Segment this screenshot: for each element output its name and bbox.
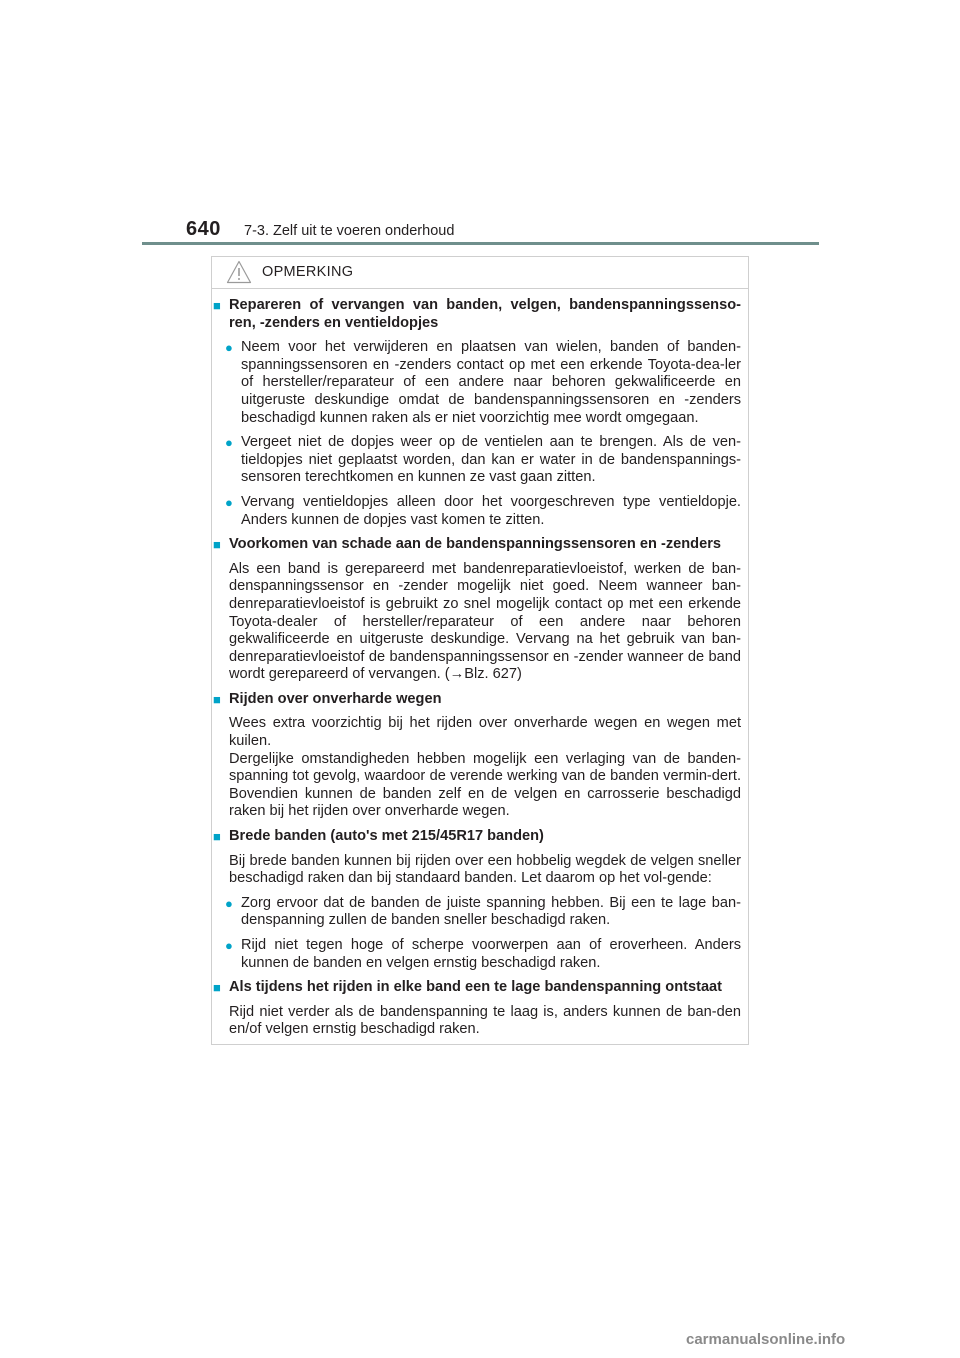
header-rule [142, 242, 819, 245]
list-item: ● Rijd niet tegen hoge of scherpe voorwerpen aan of eroverheen. Anders kunnen de banden en velgen ernstig beschadigd raken. [225, 937, 741, 971]
section-body: Als een band is gerepareerd met bandenreparatievloeistof, werken de ban-denspanningssensor en -zender mogelijk niet goed. Neem wanneer ban-denreparatievloeistof is gebruikt zo snel mogelijk contact op met een erkende Toyota-dealer of hersteller/reparateur of een andere naar behoren gekwalificeerde en uitgeruste deskundige. Vervang na het gebruik van ban-denreparatievloeistof de bandenspanningssensor en -zender wanneer de band wordt gerepareerd of vervangen. (→Blz. 627) [229, 560, 741, 683]
notice-header [226, 258, 353, 286]
section-body: Rijd niet verder als de bandenspanning te laag is, anders kunnen de ban-den en/of velgen ernstig beschadigd raken. [229, 1003, 741, 1038]
list-item: ● Neem voor het verwijderen en plaatsen van wielen, banden of banden-spanningssensoren en -zenders contact op met een erkende Toyota-dea-ler of hersteller/reparateur of een andere naar behoren gekwalificeerde en uitgeruste deskundige omdat de bandenspanningssensoren en -zenders beschadigd kunnen raken als er niet voorzichtig mee wordt omgegaan. [225, 339, 741, 426]
section-body: Wees extra voorzichtig bij het rijden over onverharde wegen en wegen met kuilen. [229, 715, 741, 750]
section-heading: ■ Als tijdens het rijden in elke band een te lage bandenspanning ontstaat [213, 979, 723, 996]
page-number: 640 [186, 218, 221, 240]
round-bullet-icon: ● [225, 340, 233, 356]
section-heading: ■ Brede banden (auto's met 215/45R17 banden) [213, 828, 544, 845]
notice-title: OPMERKING [262, 264, 354, 280]
watermark: carmanualsonline.info [686, 1331, 846, 1348]
square-bullet-icon: ■ [213, 298, 221, 313]
list-item: ● Vervang ventieldopjes alleen door het voorgeschreven type ventieldopje. Anders kunnen de dopjes vast komen te zitten. [225, 493, 741, 528]
round-bullet-icon: ● [225, 895, 233, 911]
section-body: Bij brede banden kunnen bij rijden over een hobbelig wegdek de velgen sneller beschadigd raken dan bij standaard banden. Let daarom op het vol-gende: [229, 852, 741, 887]
list-item: ● Zorg ervoor dat de banden de juiste spanning hebben. Bij een te lage ban-denspanning zullen de banden sneller beschadigd raken. [225, 894, 741, 929]
notice-divider [211, 288, 749, 289]
section-title: 7-3. Zelf uit te voeren onderhoud [244, 223, 455, 239]
section-body: Dergelijke omstandigheden hebben mogelijk een verlaging van de banden-spanning tot gevolg, waardoor de verende werking van de banden vermin-dert. Bovendien kunnen de banden zelf en de velgen en carrosserie beschadigd raken bij het rijden over onverharde wegen. [229, 750, 741, 820]
round-bullet-icon: ● [225, 938, 233, 953]
notice-content [213, 297, 741, 1046]
square-bullet-icon: ■ [213, 980, 221, 996]
section-heading: ■ Voorkomen van schade aan de bandenspanningssensoren en -zenders [213, 536, 721, 553]
square-bullet-icon: ■ [213, 829, 221, 845]
round-bullet-icon: ● [225, 435, 233, 451]
square-bullet-icon: ■ [213, 537, 221, 553]
warning-triangle-icon [226, 260, 252, 284]
square-bullet-icon: ■ [213, 691, 221, 707]
section-heading: ■ Repareren of vervangen van banden, velgen, bandenspanningssenso-ren, -zenders en ventieldopjes [213, 297, 741, 331]
section-heading: ■ Rijden over onverharde wegen [213, 690, 442, 707]
round-bullet-icon: ● [225, 494, 233, 510]
list-item: ● Vergeet niet de dopjes weer op de ventielen aan te brengen. Als de ven-tieldopjes niet geplaatst worden, dan kan er water in de bandenspannings-sensoren terechtkomen en kunnen ze vast gaan zitten. [225, 434, 741, 486]
